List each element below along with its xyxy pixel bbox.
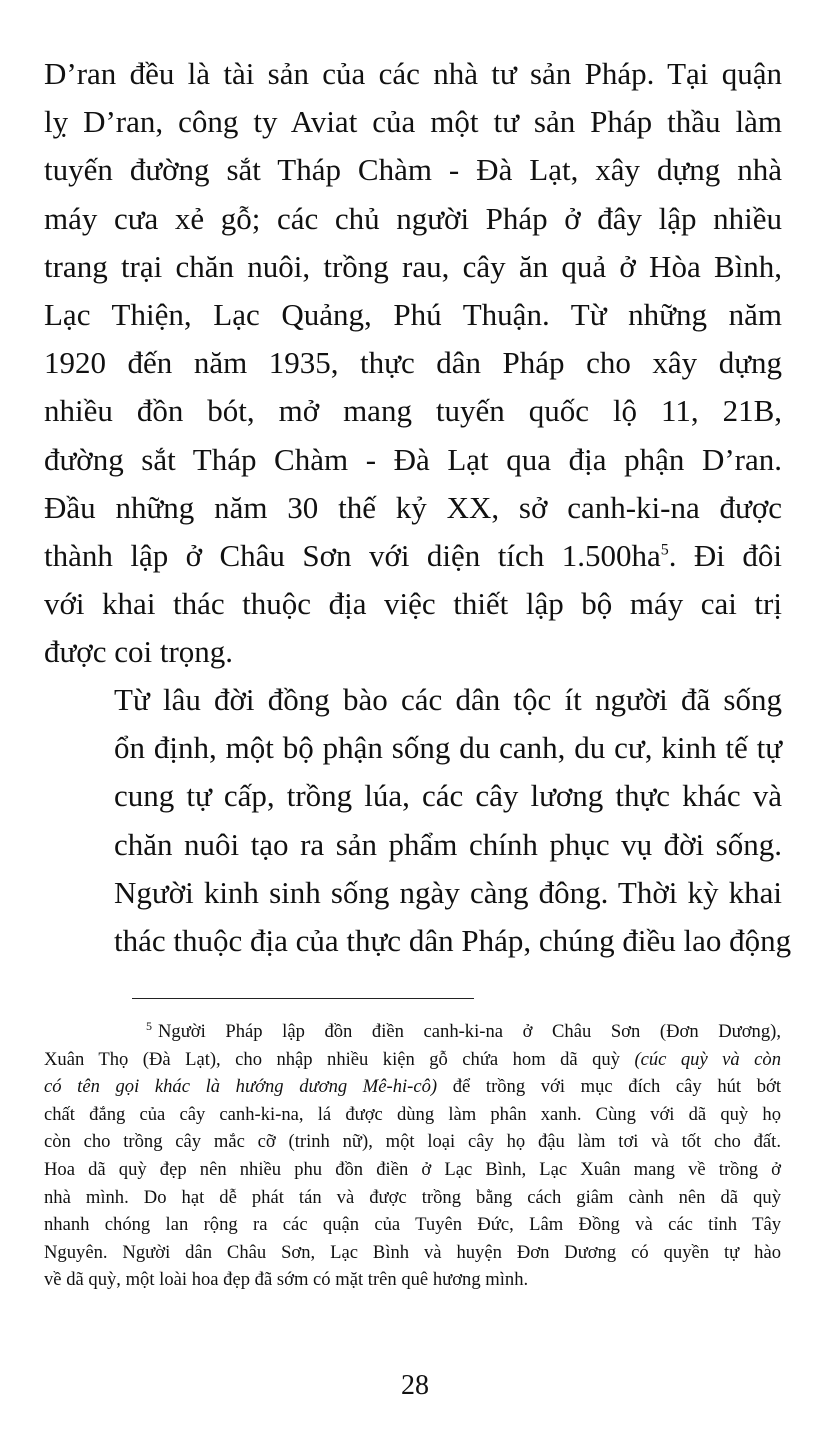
footnote-reference: 5 bbox=[660, 541, 669, 559]
text-line: thác thuộc địa của thực dân Pháp, chúng điều lao động bbox=[114, 923, 792, 959]
text-line: ổn định, một bộ phận sống du canh, du cư, kinh tế tự bbox=[114, 730, 782, 766]
text-line: cung tự cấp, trồng lúa, các cây lương thực khác và bbox=[114, 778, 782, 814]
page-number: 28 bbox=[401, 1370, 429, 1401]
text-line: máy cưa xẻ gỗ; các chủ người Pháp ở đây lập nhiều bbox=[44, 200, 782, 236]
footnote-text: Xuân Thọ (Đà Lạt), cho nhập nhiều kiện gỗ chứa hom dã quỳ bbox=[44, 1048, 635, 1070]
text-line: Đầu những năm 30 thế kỷ XX, sở canh-ki-na được bbox=[44, 489, 782, 525]
text-line: được coi trọng. bbox=[44, 634, 234, 670]
footnote-text: Người Pháp lập đồn điền canh-ki-na ở Châu Sơn (Đơn Dương), bbox=[158, 1021, 781, 1042]
footnote-line: chất đắng của cây canh-ki-na, lá được dùng làm phân xanh. Cùng với dã quỳ họ bbox=[44, 1103, 781, 1125]
footnote-text: để trồng với mục đích cây hút bớt bbox=[437, 1076, 781, 1098]
footnote-separator bbox=[132, 998, 474, 999]
text-line: với khai thác thuộc địa việc thiết lập bộ máy cai trị bbox=[44, 586, 782, 622]
text-line: 1920 đến năm 1935, thực dân Pháp cho xây dựng bbox=[44, 345, 782, 381]
text-line-with-footnote bbox=[44, 532, 782, 580]
footnote-line: Nguyên. Người dân Châu Sơn, Lạc Bình và huyện Đơn Dương có quyền tự hào bbox=[44, 1241, 781, 1263]
paragraph-2 bbox=[44, 676, 792, 965]
footnote-line bbox=[44, 1073, 781, 1101]
footnote-line: Hoa dã quỳ đẹp nên nhiều phu đồn điền ở Lạc Bình, Lạc Xuân mang về trồng ở bbox=[44, 1158, 781, 1180]
footnote-italic: có tên gọi khác là hướng dương Mê-hi-cô) bbox=[44, 1076, 438, 1098]
footnote-mark: 5 bbox=[146, 1018, 152, 1033]
text-line: nhiều đồn bót, mở mang tuyến quốc lộ 11, 21B, bbox=[44, 393, 782, 429]
text-line: trang trại chăn nuôi, trồng rau, cây ăn quả ở Hòa Bình, bbox=[44, 248, 782, 284]
footnote-line: nhanh chóng lan rộng ra các quận của Tuyên Đức, Lâm Đồng và các tỉnh Tây bbox=[44, 1214, 781, 1236]
footnote-line bbox=[44, 1046, 781, 1074]
text-line: Lạc Thiện, Lạc Quảng, Phú Thuận. Từ những năm bbox=[44, 297, 782, 333]
text-line: Từ lâu đời đồng bào các dân tộc ít người đã sống bbox=[114, 682, 782, 717]
footnote-italic: (cúc quỳ và còn bbox=[634, 1048, 782, 1070]
text-line: lỵ D’ran, công ty Aviat của một tư sản Pháp thầu làm bbox=[44, 104, 782, 140]
text-line: tuyến đường sắt Tháp Chàm - Đà Lạt, xây dựng nhà bbox=[44, 152, 782, 188]
footnote bbox=[44, 1018, 781, 1294]
line-text-tail: . Đi đôi bbox=[668, 538, 782, 574]
footnote-line: nhà mình. Do hạt dễ phát tán và được trồng bằng cách giâm cành nên dã quỳ bbox=[44, 1186, 781, 1208]
footnote-line bbox=[44, 1018, 781, 1046]
footnote-line: còn cho trồng cây mắc cỡ (trinh nữ), một loại cây họ đậu làm tơi và tốt cho đất. bbox=[44, 1131, 781, 1153]
paragraph-1 bbox=[44, 50, 782, 677]
line-text: thành lập ở Châu Sơn với diện tích 1.500ha bbox=[44, 538, 661, 574]
text-line: chăn nuôi tạo ra sản phẩm chính phục vụ đời sống. bbox=[114, 826, 782, 862]
text-line: Người kinh sinh sống ngày càng đông. Thời kỳ khai bbox=[114, 874, 782, 910]
text-line: D’ran đều là tài sản của các nhà tư sản Pháp. Tại quận bbox=[44, 56, 782, 91]
footnote-line: về dã quỳ, một loài hoa đẹp đã sớm có mặt trên quê hương mình. bbox=[44, 1269, 529, 1291]
text-line: đường sắt Tháp Chàm - Đà Lạt qua địa phận D’ran. bbox=[44, 441, 782, 477]
